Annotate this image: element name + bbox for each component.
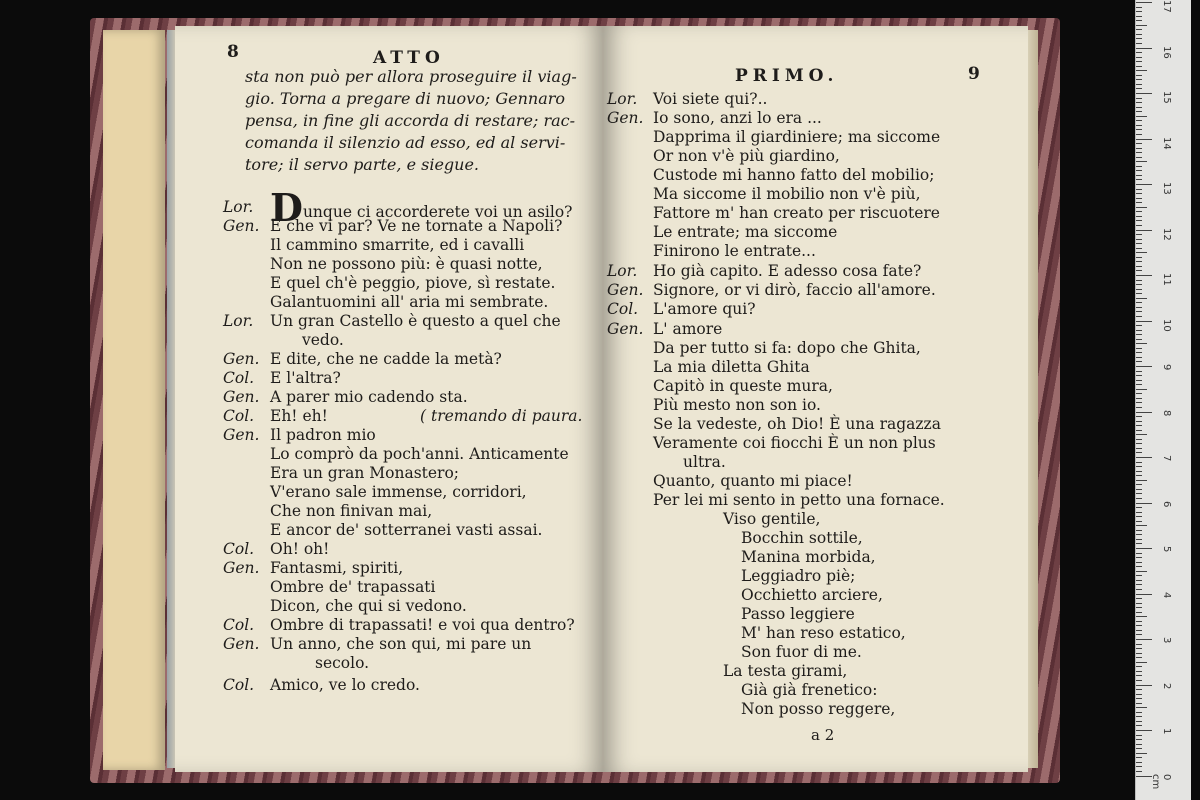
ruler-tick [1136, 416, 1142, 417]
ruler-tick [1136, 393, 1142, 394]
dialogue-line: L'amore qui? [653, 300, 756, 318]
verse-line: Occhietto arciere, [741, 586, 883, 604]
ruler-number: 5 [1161, 546, 1172, 553]
page-number: 8 [227, 42, 239, 62]
verse-line: Manina morbida, [741, 548, 876, 566]
ruler-tick [1136, 311, 1142, 312]
ruler-tick [1136, 88, 1142, 89]
speaker: Col. [223, 616, 255, 634]
ruler-tick [1136, 316, 1142, 317]
ruler-tick [1136, 666, 1142, 667]
ruler-tick [1136, 607, 1142, 608]
dialogue-line: Galantuomini all' aria mi sembrate. [270, 293, 549, 311]
ruler-tick [1136, 152, 1142, 153]
ruler-tick [1136, 694, 1142, 695]
ruler-tick [1136, 20, 1142, 21]
ruler-tick [1136, 575, 1142, 576]
ruler-tick [1136, 79, 1142, 80]
ruler-tick [1136, 512, 1142, 513]
ruler-tick [1136, 725, 1142, 726]
ruler-tick [1136, 70, 1147, 71]
ruler-tick [1136, 34, 1142, 35]
ruler-tick [1136, 598, 1142, 599]
ruler-tick [1136, 38, 1142, 39]
ruler-tick [1136, 621, 1142, 622]
ruler-tick [1136, 179, 1142, 180]
ruler-tick [1136, 257, 1142, 258]
ruler-tick [1136, 280, 1142, 281]
ruler-tick [1136, 307, 1142, 308]
ruler-tick [1136, 139, 1152, 140]
ruler-tick [1136, 248, 1142, 249]
ruler-tick [1136, 421, 1142, 422]
ruler-tick [1136, 603, 1142, 604]
dialogue-line: Amico, ve lo credo. [270, 676, 420, 694]
dialogue-line: Fantasmi, spiriti, [270, 559, 404, 577]
dialogue-line: Ho già capito. E adesso cosa fate? [653, 262, 922, 280]
ruler-tick [1136, 434, 1147, 435]
ruler-tick [1136, 289, 1142, 290]
speaker: Gen. [607, 281, 644, 299]
ruler-tick [1136, 321, 1152, 322]
ruler-tick [1136, 407, 1142, 408]
ruler-tick [1136, 66, 1142, 67]
ruler-tick [1136, 261, 1142, 262]
ruler-tick [1136, 753, 1147, 754]
ruler-tick [1136, 357, 1142, 358]
dialogue-line: secolo. [315, 654, 370, 672]
ruler-tick [1136, 748, 1142, 749]
ruler-tick [1136, 735, 1142, 736]
dialogue-line: Il padron mio [270, 426, 376, 444]
ruler-tick [1136, 84, 1142, 85]
speaker: Col. [223, 540, 255, 558]
verse-line: Già già frenetico: [741, 681, 878, 699]
ruler-tick [1136, 25, 1147, 26]
dialogue-line: Ombre di trapassati! e voi qua dentro? [270, 616, 575, 634]
ruler-tick [1136, 771, 1142, 772]
ruler-tick [1136, 721, 1142, 722]
dialogue-line: Un anno, che son qui, mi pare un [270, 635, 532, 653]
ruler-tick [1136, 675, 1142, 676]
ruler-number: 15 [1161, 91, 1172, 104]
ruler-tick [1136, 166, 1142, 167]
speaker: Lor. [607, 262, 638, 280]
dialogue-line: Finirono le entrate... [653, 242, 816, 260]
ruler-tick [1136, 766, 1142, 767]
ruler-tick [1136, 462, 1142, 463]
ruler-tick [1136, 389, 1147, 390]
ruler-number: 6 [1161, 500, 1172, 507]
dialogue-line: Che non finivan mai, [270, 502, 433, 520]
ruler-tick [1136, 270, 1142, 271]
verse-line: Non posso reggere, [741, 700, 896, 718]
ruler-tick [1136, 16, 1142, 17]
ruler-number: 17 [1161, 0, 1172, 13]
dialogue-line: Voi siete qui?.. [653, 90, 768, 108]
ruler-tick [1136, 98, 1142, 99]
ruler-tick [1136, 125, 1142, 126]
ruler-tick [1136, 662, 1147, 663]
ruler-tick [1136, 543, 1142, 544]
ruler-tick [1136, 757, 1142, 758]
ruler-tick [1136, 639, 1152, 640]
ruler-tick [1136, 689, 1142, 690]
dialogue-line: ultra. [683, 453, 726, 471]
speaker: Gen. [607, 109, 644, 127]
verse-line: M' han reso estatico, [741, 624, 906, 642]
ruler-tick [1136, 612, 1142, 613]
ruler-number: 9 [1161, 364, 1172, 371]
ruler-tick [1136, 489, 1142, 490]
ruler-tick [1136, 475, 1142, 476]
ruler-tick [1136, 234, 1142, 235]
ruler-number: 8 [1161, 409, 1172, 416]
dialogue-line: E che vi par? Ve ne tornate a Napoli? [270, 217, 563, 235]
ruler-tick [1136, 425, 1142, 426]
dialogue-line: Fattore m' han creato per riscuotere [653, 204, 940, 222]
ruler-tick [1136, 644, 1142, 645]
ruler-tick [1136, 521, 1142, 522]
ruler-tick [1136, 566, 1142, 567]
ruler-tick [1136, 170, 1142, 171]
running-head: ATTO [373, 48, 445, 68]
verse-line: Son fuor di me. [741, 643, 862, 661]
dialogue-line: Quanto, quanto mi piace! [653, 472, 853, 490]
speaker: Gen. [223, 350, 260, 368]
dialogue-line: L' amore [653, 320, 723, 338]
ruler-tick [1136, 175, 1142, 176]
ruler-tick [1136, 616, 1147, 617]
dialogue-line: Era un gran Monastero; [270, 464, 460, 482]
ruler-tick [1136, 361, 1142, 362]
ruler-tick [1136, 325, 1142, 326]
stage-line: sta non può per allora proseguire il viag- [245, 67, 577, 86]
speaker: Lor. [223, 198, 254, 216]
ruler-tick [1136, 75, 1142, 76]
dialogue-text: unque ci accorderete voi un asilo? [302, 203, 573, 221]
ruler-number: 13 [1161, 182, 1172, 195]
verse-line: Leggiadro piè; [741, 567, 856, 585]
ruler-tick [1136, 443, 1142, 444]
ruler-tick [1136, 161, 1147, 162]
speaker: Gen. [223, 426, 260, 444]
running-head: PRIMO. [735, 66, 839, 86]
ruler-tick [1136, 498, 1142, 499]
ruler-tick [1136, 553, 1142, 554]
dialogue-line: A parer mio cadendo sta. [270, 388, 468, 406]
ruler-tick [1136, 371, 1142, 372]
ruler-tick [1136, 648, 1142, 649]
dialogue-line: E ancor de' sotterranei vasti assai. [270, 521, 543, 539]
ruler-tick [1136, 225, 1142, 226]
dialogue-line: Ma siccome il mobilio non v'è più, [653, 185, 921, 203]
ruler-tick [1136, 339, 1142, 340]
speaker: Lor. [223, 312, 254, 330]
ruler-tick [1136, 111, 1142, 112]
ruler-tick [1136, 43, 1142, 44]
dialogue-line: La mia diletta Ghita [653, 358, 810, 376]
ruler-tick [1136, 384, 1142, 385]
speaker: Gen. [223, 388, 260, 406]
ruler-tick [1136, 412, 1152, 413]
ruler-tick [1136, 439, 1142, 440]
ruler-tick [1136, 480, 1147, 481]
ruler-number: 7 [1161, 455, 1172, 462]
ruler-tick [1136, 230, 1152, 231]
left-page [175, 26, 603, 772]
dialogue-line: Io sono, anzi lo era ... [653, 109, 822, 127]
ruler-tick [1136, 302, 1142, 303]
ruler-tick [1136, 116, 1147, 117]
aside-text: ( tremando di paura. [420, 407, 583, 425]
dialogue-line: E quel ch'è peggio, piove, sì restate. [270, 274, 556, 292]
ruler-tick [1136, 525, 1147, 526]
stage-line: pensa, in fine gli accorda di restare; rac- [245, 111, 576, 130]
speaker: Col. [223, 369, 255, 387]
dialogue-line: Un gran Castello è questo a quel che [270, 312, 561, 330]
ruler-tick [1136, 343, 1147, 344]
dialogue-line: Il cammino smarrite, ed i cavalli [270, 236, 525, 254]
ruler-tick [1136, 334, 1142, 335]
ruler-tick [1136, 252, 1147, 253]
ruler-tick [1136, 189, 1142, 190]
ruler-tick [1136, 744, 1142, 745]
ruler-tick [1136, 143, 1142, 144]
ruler-tick [1136, 507, 1142, 508]
ruler-tick [1136, 698, 1142, 699]
dialogue-line: Se la vedeste, oh Dio! È una ragazza [653, 415, 941, 433]
drop-cap: D [270, 185, 303, 230]
ruler-tick [1136, 685, 1152, 686]
ruler-number: 16 [1161, 45, 1172, 59]
dialogue-line: Or non v'è più giardino, [653, 147, 840, 165]
measuring-ruler [1135, 0, 1191, 800]
ruler-tick [1136, 548, 1152, 549]
ruler-tick [1136, 739, 1142, 740]
ruler-tick [1136, 120, 1142, 121]
ruler-tick [1136, 211, 1142, 212]
ruler-tick [1136, 157, 1142, 158]
ruler-tick [1136, 484, 1142, 485]
verse-line: La testa girami, [723, 662, 848, 680]
ruler-tick [1136, 216, 1142, 217]
speaker: Lor. [607, 90, 638, 108]
dialogue-line: Più mesto non son io. [653, 396, 821, 414]
ruler-number: 0 cm [1150, 773, 1172, 789]
ruler-number: 3 [1161, 637, 1172, 644]
ruler-tick [1136, 198, 1142, 199]
ruler-tick [1136, 493, 1142, 494]
ruler-tick [1136, 184, 1152, 185]
ruler-tick [1136, 202, 1142, 203]
ruler-tick [1136, 534, 1142, 535]
ruler-tick [1136, 712, 1142, 713]
dialogue-line: Eh! eh! [270, 407, 328, 425]
dialogue-line: V'erano sale immense, corridori, [270, 483, 527, 501]
ruler-tick [1136, 762, 1142, 763]
speaker: Gen. [223, 635, 260, 653]
ruler-tick [1136, 93, 1152, 94]
dialogue-line: Lo comprò da poch'anni. Anticamente [270, 445, 569, 463]
ruler-tick [1136, 366, 1152, 367]
ruler-tick [1136, 11, 1142, 12]
dialogue-line: Dapprima il giardiniere; ma siccome [653, 128, 941, 146]
ruler-tick [1136, 293, 1142, 294]
dialogue-line: Per lei mi sento in petto una fornace. [653, 491, 945, 509]
ruler-tick [1136, 275, 1152, 276]
ruler-number: 10 [1161, 318, 1172, 332]
ruler-tick [1136, 398, 1142, 399]
ruler-tick [1136, 716, 1142, 717]
ruler-tick [1136, 516, 1142, 517]
ruler-tick [1136, 380, 1142, 381]
dialogue-line: Custode mi hanno fatto del mobilio; [653, 166, 935, 184]
ruler-tick [1136, 457, 1152, 458]
ruler-tick [1136, 562, 1142, 563]
ruler-tick [1136, 530, 1142, 531]
ruler-tick [1136, 653, 1142, 654]
ruler-tick [1136, 298, 1147, 299]
stage-line: comanda il silenzio ad esso, ed al servi- [245, 133, 566, 152]
ruler-tick [1136, 466, 1142, 467]
ruler-tick [1136, 129, 1142, 130]
ruler-tick [1136, 29, 1142, 30]
ruler-tick [1136, 52, 1142, 53]
ruler-tick [1136, 625, 1142, 626]
ruler-tick [1136, 703, 1142, 704]
ruler-tick [1136, 503, 1152, 504]
ruler-number: 1 [1161, 728, 1172, 735]
stage-direction [245, 66, 595, 176]
ruler-tick [1136, 193, 1142, 194]
dialogue-line: Le entrate; ma siccome [653, 223, 838, 241]
dialogue-line: E dite, che ne cadde la metà? [270, 350, 502, 368]
verse-line: Viso gentile, [723, 510, 821, 528]
dialogue-line: vedo. [302, 331, 344, 349]
ruler-tick [1136, 402, 1142, 403]
signature-mark: a 2 [811, 726, 835, 744]
ruler-tick [1136, 348, 1142, 349]
endpaper [103, 30, 165, 770]
ruler-tick [1136, 2, 1152, 3]
ruler-tick [1136, 239, 1142, 240]
dialogue-line: Signore, or vi dirò, faccio all'amore. [653, 281, 936, 299]
ruler-number: 2 [1161, 682, 1172, 689]
verse-line: Passo leggiere [741, 605, 855, 623]
ruler-tick [1136, 7, 1142, 8]
ruler-tick [1136, 730, 1152, 731]
ruler-tick [1136, 207, 1147, 208]
ruler-tick [1136, 557, 1142, 558]
ruler-tick [1136, 584, 1142, 585]
ruler-number: 14 [1161, 136, 1172, 150]
ruler-tick [1136, 102, 1142, 103]
page-number: 9 [968, 64, 980, 84]
ruler-tick [1136, 57, 1142, 58]
speaker: Col. [607, 300, 639, 318]
ruler-number: 4 [1161, 591, 1172, 598]
ruler-tick [1136, 107, 1142, 108]
ruler-tick [1136, 48, 1152, 49]
ruler-tick [1136, 266, 1142, 267]
ruler-tick [1136, 471, 1142, 472]
ruler-tick [1136, 284, 1142, 285]
ruler-tick [1136, 589, 1142, 590]
ruler-tick [1136, 220, 1142, 221]
ruler-tick [1136, 580, 1142, 581]
ruler-tick [1136, 430, 1142, 431]
ruler-tick [1136, 448, 1142, 449]
dialogue-line: Veramente coi fiocchi È un non plus [653, 434, 936, 452]
stage-line: tore; il servo parte, e siegue. [245, 155, 480, 174]
ruler-tick [1136, 61, 1142, 62]
speaker: Gen. [607, 320, 644, 338]
dialogue-line: Non ne possono più: è quasi notte, [270, 255, 543, 273]
dialogue-line: E l'altra? [270, 369, 341, 387]
right-page [603, 26, 1028, 772]
ruler-number: 11 [1161, 273, 1172, 286]
ruler-tick [1136, 352, 1142, 353]
speaker: Col. [223, 676, 255, 694]
dialogue-line: Capitò in queste mura, [653, 377, 833, 395]
ruler-tick [1136, 634, 1142, 635]
ruler-tick [1136, 571, 1147, 572]
ruler-tick [1136, 657, 1142, 658]
speaker: Col. [223, 407, 255, 425]
dialogue-line: Dicon, che qui si vedono. [270, 597, 467, 615]
ruler-tick [1136, 539, 1142, 540]
ruler-tick [1136, 707, 1147, 708]
ruler-tick [1136, 630, 1142, 631]
dialogue-line: Oh! oh! [270, 540, 330, 558]
ruler-tick [1136, 134, 1142, 135]
speaker: Gen. [223, 217, 260, 235]
stage-line: gio. Torna a pregare di nuovo; Gennaro [245, 89, 566, 108]
ruler-tick [1136, 375, 1142, 376]
ruler-tick [1136, 671, 1142, 672]
ruler-tick [1136, 243, 1142, 244]
dialogue-line: Da per tutto si fa: dopo che Ghita, [653, 339, 921, 357]
ruler-tick [1136, 594, 1152, 595]
ruler-tick [1136, 452, 1142, 453]
ruler-number: 12 [1161, 227, 1172, 241]
ruler-tick [1136, 148, 1142, 149]
ruler-tick [1136, 330, 1142, 331]
ruler-tick [1136, 680, 1142, 681]
dialogue-line: Ombre de' trapassati [270, 578, 436, 596]
speaker: Gen. [223, 559, 260, 577]
verse-line: Bocchin sottile, [741, 529, 863, 547]
